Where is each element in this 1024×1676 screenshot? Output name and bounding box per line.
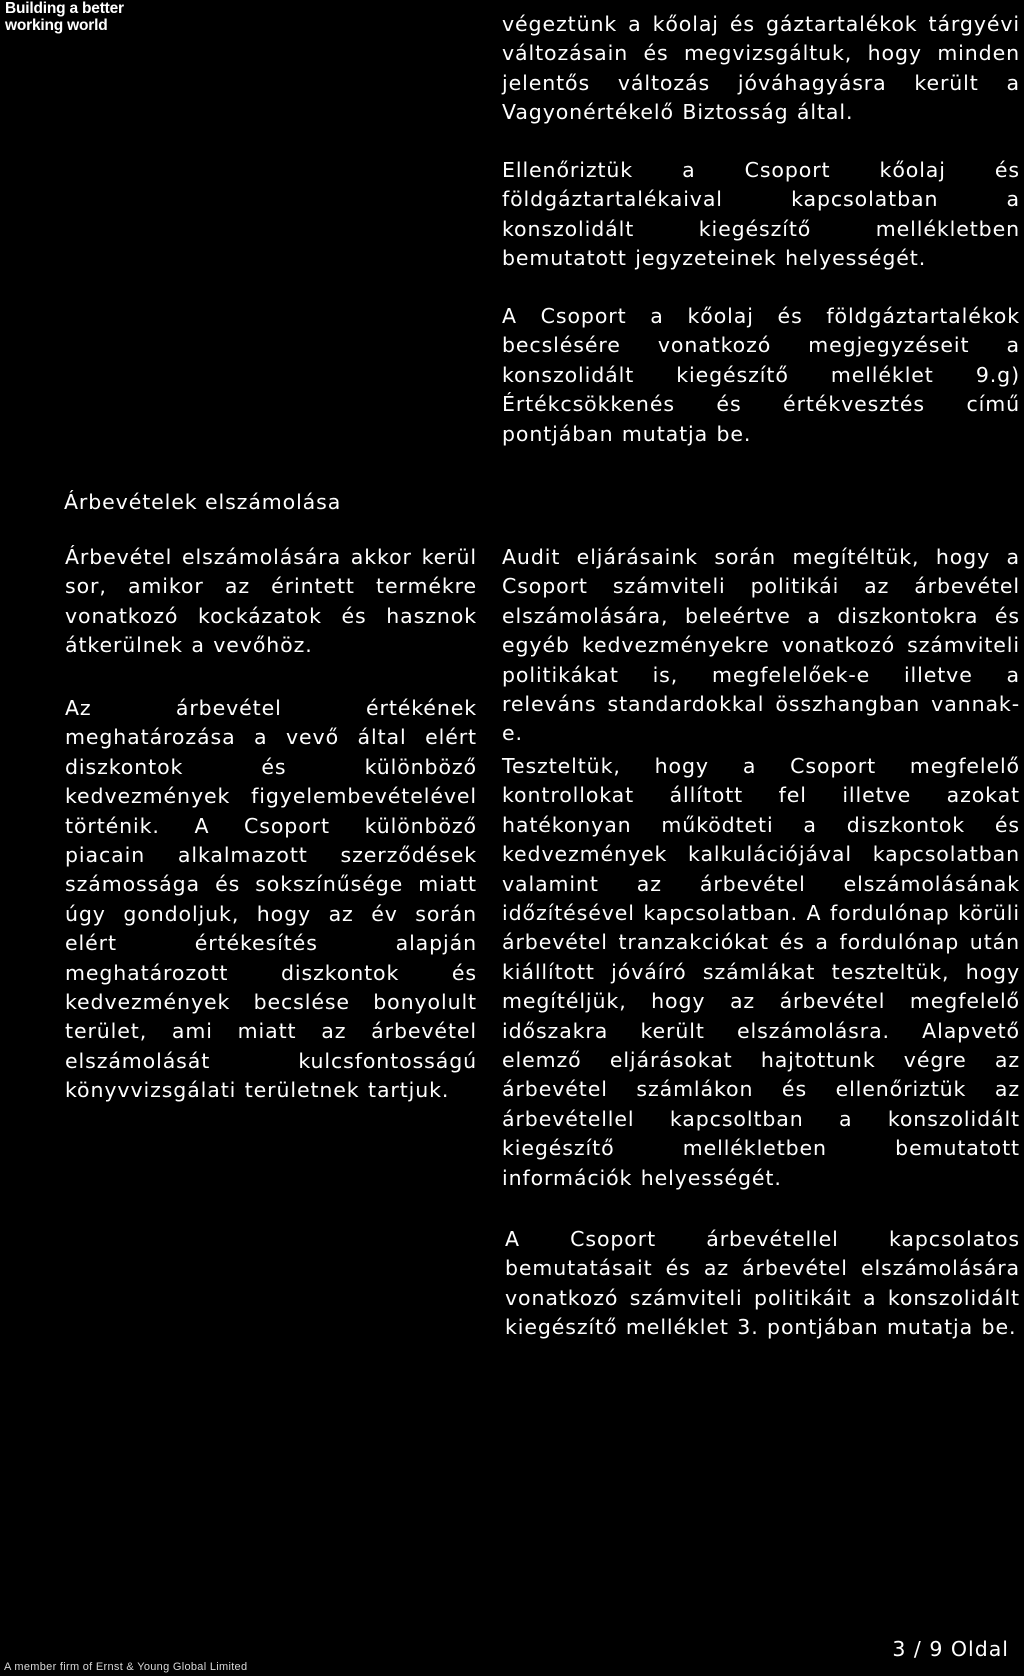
brand-line-2: working world [5, 17, 108, 34]
paragraph-reserve-estimate-reference: A Csoport a kőolaj és földgáztartalékok becslésére vonatkozó megjegyzéseit a konszolidált kiegészítő melléklet 9.g) Értékcsökkenés és értékvesztés című pontjában mutatja be. [502, 304, 1020, 446]
brand-logo-text [5, 0, 124, 34]
paragraph-revenue-recognition: Árbevétel elszámolására akkor kerül sor, amikor az érintett termékre vonatkozó kockázatok és hasznok átkerülnek a vevőhöz. [65, 545, 477, 658]
page-number: 3 / 9 Oldal [892, 1637, 1009, 1661]
paragraph-audit-policy-assessment: Audit eljárásaink során megítéltük, hogy a Csoport számviteli politikái az árbevétel elszámolására, beleértve a diszkontokra és egyéb kedvezményekre vonatkozó számviteli politikákat is, megfelelőek-e illetve a releváns standardokkal összhangban vannak-e. [502, 545, 1020, 746]
footer-text: A member firm of Ernst & Young Global Limited [4, 1661, 248, 1673]
paragraph-reserve-changes: végeztünk a kőolaj és gáztartalékok tárgyévi változásain és megvizsgáltuk, hogy minden jelentős változás jóváhagyásra került a Vagyonértékelő Biztosság által. [502, 12, 1020, 125]
paragraph-reserve-notes-check: Ellenőriztük a Csoport kőolaj és földgáztartalékaival kapcsolatban a konszolidált kiegészítő mellékletben bemutatott jegyzeteinek helyességét. [502, 158, 1020, 271]
paragraph-controls-testing: Teszteltük, hogy a Csoport megfelelő kontrollokat állított fel illetve azokat hatékonyan működteti a diszkontok és kedvezmények kalkulációjával kapcsolatban valamint az árbevétel elszámolásának időzítésével kapcsolatban. A fordulónap körüli árbevétel tranzakciókat és a fordulónap után kiállított jóváíró számlákat teszteltük, hogy megítéljük, hogy az árbevétel megfelelő időszakra került elszámolásra. Alapvető elemző eljárásokat hajtottunk végre az árbevétel számlákon és ellenőriztük az árbevétellel kapcsoltban a konszolidált kiegészítő mellékletben bemutatott információk helyességét. [502, 754, 1020, 1190]
section-heading-revenue: Árbevételek elszámolása [64, 490, 342, 514]
paragraph-revenue-disclosure-reference: A Csoport árbevétellel kapcsolatos bemutatásait és az árbevétel elszámolására vonatkozó számviteli politikáit a konszolidált kiegészítő melléklet 3. pontjában mutatja be. [505, 1227, 1020, 1340]
brand-line-1: Building a better [5, 0, 124, 17]
paragraph-revenue-key-audit-matter: Az árbevétel értékének meghatározása a vevő által elért diszkontok és különböző kedvezmények figyelembevételével történik. A Csoport különböző piacain alkalmazott szerződések számossága és sokszínűsége miatt úgy gondoljuk, hogy az év során elért értékesítés alapján meghatározott diszkontok és kedvezmények becslése bonyolult terület, ami miatt az árbevétel elszámolását kulcsfontosságú könyvvizsgálati területnek tartjuk. [65, 696, 477, 1103]
